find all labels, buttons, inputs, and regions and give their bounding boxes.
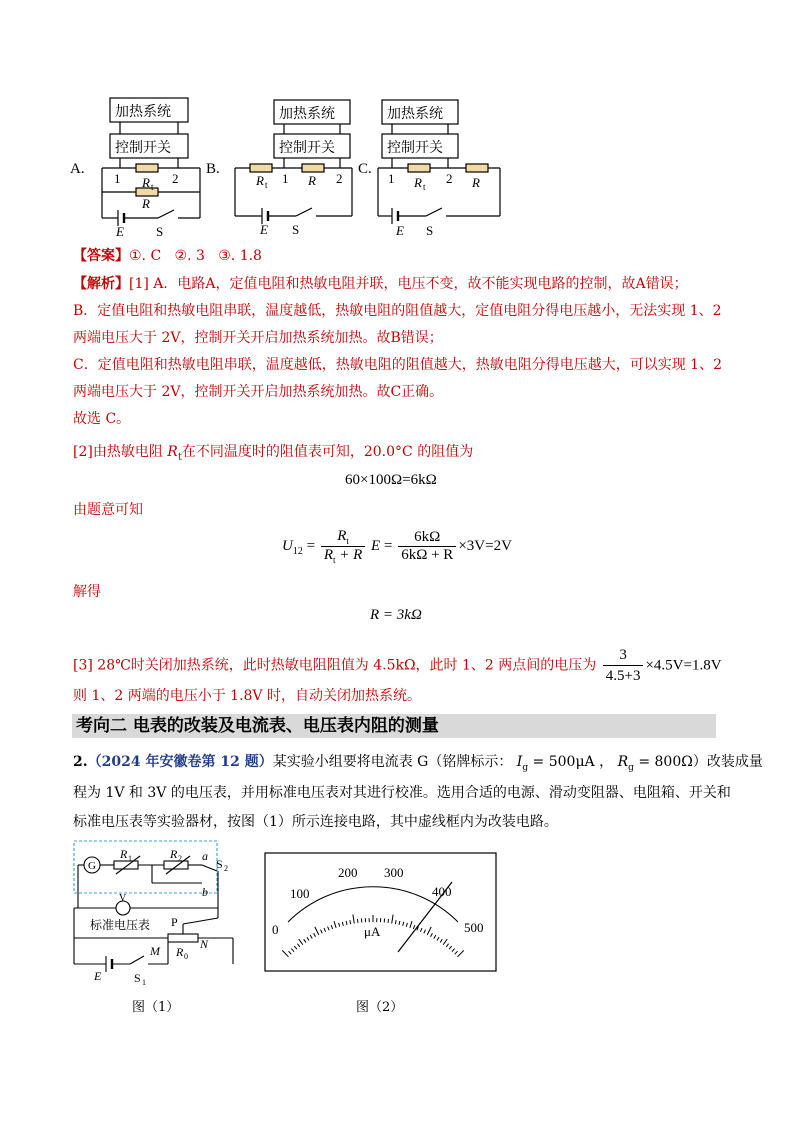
svg-text:t: t — [265, 180, 268, 190]
svg-text:M: M — [150, 944, 160, 958]
dial-tick — [452, 949, 455, 952]
answer-item-1: ①. C — [129, 248, 162, 264]
figure-2-caption: 图（2） — [356, 1000, 404, 1015]
dial-tick — [410, 921, 412, 928]
tick-label-100: 100 — [290, 886, 310, 901]
svg-text:R: R — [170, 847, 178, 861]
dial-tick — [443, 939, 447, 945]
dial-tick — [420, 928, 422, 932]
svg-text:b: b — [202, 885, 208, 899]
dial-tick — [440, 939, 442, 942]
svg-text:1: 1 — [128, 854, 132, 863]
figure-1-caption: 图（1） — [132, 1000, 180, 1015]
dial-tick — [455, 951, 458, 954]
analysis-line-5: 两端电压大于 2V，控制开关开启加热系统加热。故C正确。 — [73, 384, 444, 400]
dial-tick — [424, 930, 426, 934]
dial-tick — [334, 921, 336, 928]
dial-tick — [294, 946, 297, 949]
dial-tick — [431, 933, 433, 937]
dial-tick — [353, 915, 354, 924]
analysis-line-1: 【解析】[1] A．电路A，定值电阻和热敏电阻并联，电压不变，故不能实现电路的控制，故A错误； — [73, 276, 688, 292]
equation-3: R = 3kΩ — [370, 607, 422, 623]
svg-text:2: 2 — [224, 864, 228, 873]
svg-text:S: S — [134, 971, 141, 985]
dial-tick — [427, 927, 431, 935]
svg-text:P: P — [171, 915, 178, 929]
svg-text:R: R — [176, 945, 184, 959]
dial-tick — [346, 921, 347, 925]
svg-text:2: 2 — [336, 171, 343, 186]
figure-1-circuit — [68, 838, 243, 988]
svg-text:1: 1 — [388, 171, 395, 186]
svg-text:E: E — [94, 969, 102, 983]
svg-text:R: R — [308, 173, 316, 188]
tick-label-500: 500 — [464, 920, 484, 935]
dial-tick — [297, 944, 299, 947]
analysis-line-11: 则 1、2 两端的电压小于 1.8V 时，自动关闭加热系统。 — [73, 688, 421, 704]
answer-line — [73, 246, 262, 266]
unit-label: μA — [364, 924, 381, 939]
dial-tick — [342, 922, 343, 926]
option-c-label: C. — [358, 161, 372, 177]
dial-tick — [314, 933, 316, 937]
dial-tick — [321, 930, 323, 934]
svg-text:S: S — [216, 857, 223, 871]
dial-tick — [299, 939, 303, 945]
option-a-label: A. — [70, 161, 85, 177]
svg-text:G: G — [88, 860, 96, 872]
svg-text:1: 1 — [282, 171, 289, 186]
svg-text:V: V — [119, 893, 127, 904]
analysis-line-4: C．定值电阻和热敏电阻串联，温度越低，热敏电阻的阻值越大，热敏电阻分得电压越大，可以实现 1、2 — [73, 357, 722, 373]
analysis-line-10: [3] 28℃时关闭加热系统，此时热敏电阻阻值为 4.5kΩ，此时 1、2 两点间的电压为 $\frac{3}{4.5+3}$ ×4.5V=1.8V — [73, 647, 722, 684]
analysis-line-8: 由题意可知 — [73, 502, 143, 518]
figure-2-meter — [264, 852, 498, 974]
dial-tick — [331, 925, 332, 929]
dial-tick — [392, 915, 393, 924]
dial-tick — [289, 951, 292, 954]
question-line-3: 标准电压表等实验器材，按图（1）所示连接电路，其中虚线框内为改装电路。 — [73, 814, 558, 830]
dial-tick — [413, 925, 414, 929]
analysis-line-7: [2]由热敏电阻 $R_t$在不同温度时的阻值表可知，20.0°C 的阻值为 — [73, 444, 474, 463]
circuit-figures — [70, 92, 520, 242]
svg-text:R: R — [256, 173, 264, 188]
answer-item-3: ③. 1.8 — [218, 248, 262, 264]
dial-tick — [282, 950, 288, 956]
dial-tick — [291, 949, 294, 952]
svg-text:R: R — [414, 175, 422, 190]
analysis-line-3: 两端电压大于 2V，控制开关开启加热系统加热。故B错误； — [73, 330, 443, 346]
analysis-line-9: 解得 — [73, 584, 101, 600]
svg-text:2: 2 — [446, 171, 453, 186]
svg-text:0: 0 — [184, 952, 188, 961]
dial-tick — [328, 927, 330, 931]
analysis-line-6: 故选 C。 — [73, 411, 131, 427]
svg-text:R: R — [142, 196, 150, 211]
dial-tick — [399, 921, 400, 925]
svg-text:E: E — [396, 223, 404, 238]
dial-tick — [395, 920, 396, 924]
dial-tick — [403, 922, 404, 926]
svg-text:S: S — [426, 223, 434, 238]
answer-label: 【答案】 — [73, 248, 129, 264]
dial-tick — [406, 923, 407, 927]
svg-text:1: 1 — [114, 171, 121, 186]
svg-text:2: 2 — [172, 171, 179, 186]
svg-text:N: N — [200, 937, 209, 951]
svg-text:加热系统: 加热系统 — [115, 105, 171, 120]
tick-label-400: 400 — [432, 884, 452, 899]
dial-tick — [307, 937, 309, 940]
dial-tick — [446, 944, 448, 947]
tick-label-200: 200 — [338, 865, 358, 880]
dial-tick — [304, 939, 306, 942]
tick-label-300: 300 — [384, 865, 404, 880]
dial-tick — [434, 935, 436, 938]
dial-tick — [358, 919, 359, 923]
svg-text:R: R — [472, 175, 480, 190]
dial-tick — [449, 946, 452, 949]
section-title: 考向二 电表的改装及电流表、电压表内阻的测量 — [72, 714, 716, 738]
question-line-1: 2.（2024 年安徽卷第 12 题）某实验小组要将电流表 G（铭牌标示： $I_g = 500\mu A$ ， $R_g = 800\Omega$）改装成量 — [73, 754, 763, 773]
svg-text:S: S — [156, 224, 164, 239]
svg-text:控制开关: 控制开关 — [115, 141, 171, 156]
dial-tick — [310, 935, 312, 938]
svg-text:t: t — [423, 182, 426, 192]
dial-tick — [315, 927, 319, 935]
dial-tick — [388, 919, 389, 923]
svg-text:a: a — [202, 849, 208, 863]
svg-text:加热系统: 加热系统 — [387, 107, 443, 122]
option-b-label: B. — [206, 161, 220, 177]
equation-2: $U_{12}$ = $\frac{R_t}{R_t + R}$ E = $\frac{6k\Omega}{6k\Omega + R}$ ×3V=2V — [282, 528, 512, 565]
question-line-2: 程为 1V 和 3V 的电压表，并用标准电压表对其进行校准。选用合适的电源、滑动变阻器、电阻箱、开关和 — [73, 785, 731, 801]
tick-label-0: 0 — [272, 922, 279, 937]
dial-tick — [350, 920, 351, 924]
dial-tick — [458, 950, 464, 956]
svg-text:2: 2 — [178, 854, 182, 863]
svg-text:控制开关: 控制开关 — [387, 141, 443, 156]
svg-text:加热系统: 加热系统 — [279, 107, 335, 122]
svg-text:t: t — [151, 182, 154, 192]
svg-text:R: R — [142, 175, 150, 190]
dial-tick — [339, 923, 340, 927]
analysis-line-2: B．定值电阻和热敏电阻串联，温度越低，热敏电阻的阻值越大，定值电阻分得电压越小，无法实现 1、2 — [73, 303, 722, 319]
svg-text:R: R — [120, 847, 128, 861]
svg-text:1: 1 — [142, 978, 146, 987]
answer-item-2: ②. 3 — [174, 248, 205, 264]
dial-tick — [324, 928, 326, 932]
equation-1: 60×100Ω=6kΩ — [345, 472, 437, 488]
svg-text:E: E — [116, 224, 124, 239]
svg-text:S: S — [292, 222, 300, 237]
dial-tick — [437, 937, 439, 940]
svg-text:标准电压表: 标准电压表 — [90, 918, 151, 932]
analysis-label: 【解析】 — [73, 276, 129, 292]
svg-text:控制开关: 控制开关 — [279, 141, 335, 156]
svg-text:E: E — [260, 222, 268, 237]
